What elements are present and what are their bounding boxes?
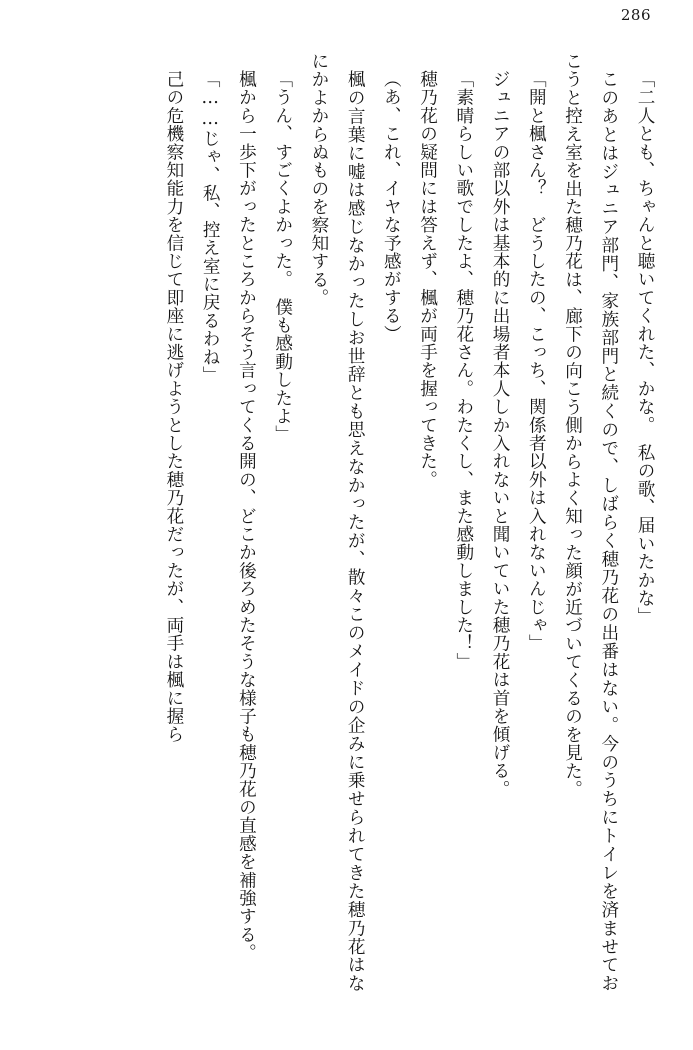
paragraph: 穂乃花の疑問には答えず、楓が両手を握ってきた。 (417, 69, 438, 489)
paragraph: （あ、これ、イヤな予感がする） (381, 69, 402, 343)
paragraph: 「うん、すごくよかった。 僕も感動したよ」 (272, 69, 293, 443)
paragraph: 「素晴らしい歌でしたよ、穂乃花さん。わたくし、また感動しました！」 (453, 69, 474, 671)
paragraph: 「開と楓さん？ どうしたの、こっち、関係者以外は入れないんじゃ」 (526, 69, 547, 652)
vertical-text-body (63, 52, 663, 992)
paragraph: 「二人とも、ちゃんと聴いてくれた、かな。 私の歌、届いたかな」 (635, 69, 655, 625)
paragraph: 楓から一歩下がったところからそう言ってくる開の、どこか後ろめたそうな様子も穂乃花の直感を補強する。 (236, 69, 257, 962)
paragraph: このあとはジュニア部門、家族部門と続くので、しばらく穂乃花の出番はない。今のうちにトイレを済ませておこうと控え室を出た穂乃花は、廊下の向こう側からよく知った顔が近づいてくるのを見た。 (562, 52, 619, 992)
paragraph: 己の危機察知能力を信じて即座に逃げようとした穂乃花だったが、両手は楓に握ら (163, 69, 184, 743)
paragraph: 楓の言葉に嘘は感じなかったしお世辞とも思えなかったが、散々このメイドの企みに乗せられてきた穂乃花はなにかよからぬものを察知する。 (308, 52, 366, 992)
paragraph: ジュニアの部以外は基本的に出場者本人しか入れないと聞いていた穂乃花は首を傾げる。 (490, 69, 511, 798)
page-number: 286 (620, 6, 651, 24)
paragraph: 「……じゃ、私、控え室に戻るわね」 (200, 69, 221, 384)
